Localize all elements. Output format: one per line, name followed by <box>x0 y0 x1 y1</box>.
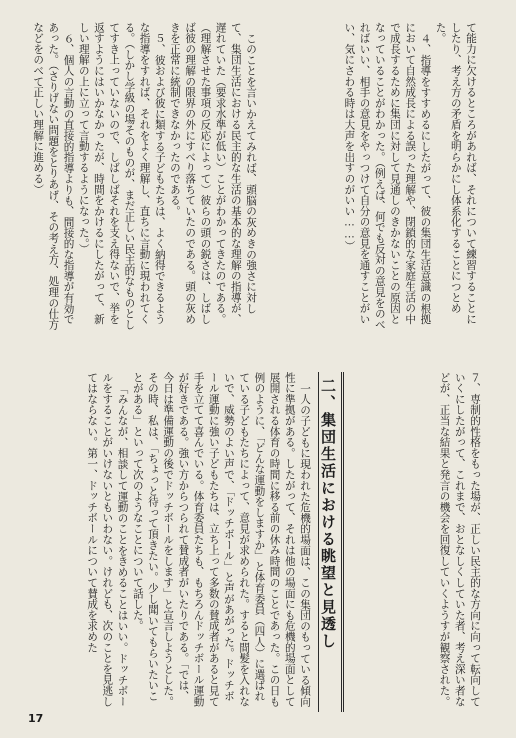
paragraph: ７、専制的性格をもった場が、正しい民主的な方向に向って転向していくにしたがって、これまで、おとなしくしていた者、考え深い者などが、正当な結果と発言の機会を回復していくようすが観察された。 <box>438 372 481 707</box>
paragraph: 「みんなが、相談して運動のことをきめることはいい。ドッチボールをすることがいけないともいわない。けれども、次のことを見逃してはならない。第一、ドッチボールについて賛成を求めた <box>86 372 129 707</box>
page-number: 17 <box>28 712 44 725</box>
paragraph: ４、指導をすすめるにしたがって、彼の集団生活意識の根拠において自然成長による誤った理解や、閉鎖的な家庭生活の中で成長するために集団に対して見通しのきかないことの原因となっていることがわかった。（例えば、何でも反対の意見をのべればいい、相手の意見をやっつけて自分の意見を通すことがいい、気にさわる時は大声を出すのがいい……） <box>343 22 432 330</box>
text-column-bottom-left <box>38 372 312 712</box>
paragraph: ６、個人の言動の直接的指導よりも、間接的な指導が有効であった。（さりげない問題をとりあげ、その考え方、処理の仕方などをのべて正しい理解に進める） <box>32 22 75 330</box>
paragraph: このことを言いかえてみれば、頭脳の灰めきの強さに対して、集団生活における民主的な生活の基本的な理解の指導が、遅れていた（要求水準が低い）ことがわかってきたのである。（理解させた事項の反応によって）彼らの頭の鋭さは、しばしば彼の理解の限界の外にすべり落ちていたのである。頭の灰めきを正常に統制できなかったのである。 <box>168 22 257 325</box>
paragraph: ５、彼および彼に類する子どもたちは、よく納得できるような指導をすれば、それをよく理解し、直ちに言動に現われてくる。（しかし学級の場そのものが、まだ正しい民主的なものとしてすき上っていないので、しばしばそれを支え得ないで、挙を返すようにはいかなかったが、時間をかけるにしたがって、新しい理解の上に立って言動するようになった。） <box>77 22 166 330</box>
paragraph: 一人の子どもに現われた危機的場面は、この集団のもっている傾向性に準拠がある。したがって、それは他の場面にも危機的場面として展開される体育の時間に移る前の休み時間のことであった。この日も例のように、「どんな運動をしますか」と体育委員（四人）に選ばれている子どもたちによって、意見が求められた。すると間髪を入れないで、威勢のよい声で、「ドッチボール」と声があがった。ドッチボール運動に強い子どもたちは、立ち上って多数の賛成者があると見て手を立てて喜んでいる。体育委員たちも、もちろんドッチボール運動が好きである。強い方からつられて賛成者がいたりである。「では、今日は準備運動の後でドッチボールをします」と宣言しようとした。その時、私は、「ちょっと待って頂きたい。少し聞いてもらいたいことがある」といって次のようなことについて話した。 <box>131 372 311 707</box>
text-column-top-left <box>32 22 258 330</box>
text-column-top-right <box>258 22 478 330</box>
paragraph: て能力に欠けるところがあれば、それについて練習することにしたり、考え方の矛盾を明らかにし体系化することにつとめた。 <box>434 22 477 325</box>
section-heading: 二、集団生活における眺望と見透し <box>318 372 344 712</box>
text-column-bottom-right <box>360 372 482 712</box>
section-divider <box>36 352 484 353</box>
